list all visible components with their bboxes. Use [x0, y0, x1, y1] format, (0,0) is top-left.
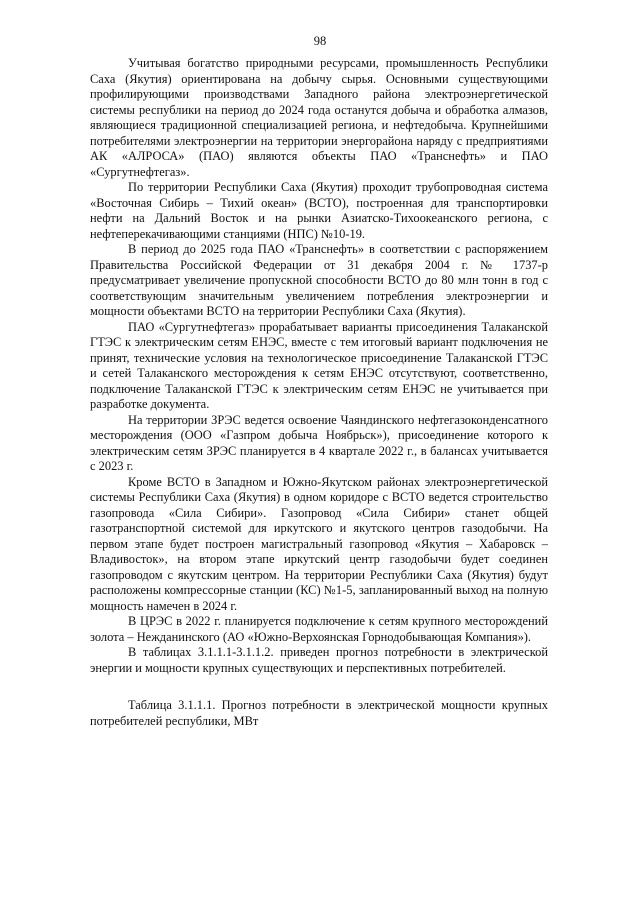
body-text: [90, 56, 548, 729]
table-caption: Таблица 3.1.1.1. Прогноз потребности в электрической мощности крупных потребителей республики, МВт: [90, 698, 548, 728]
paragraph-tables-reference: В таблицах 3.1.1.1-3.1.1.2. приведен прогноз потребности в электрической энергии и мощности крупных существующих и перспективных потребителей.: [90, 645, 548, 675]
paragraph-nezhdaninskoye: В ЦРЭС в 2022 г. планируется подключение к сетям крупного месторождений золота – Нежданинского (АО «Южно-Верхоянская Горнодобывающая Компания»).: [90, 614, 548, 644]
paragraph-chayanda-field: На территории ЗРЭС ведется освоение Чаяндинского нефтегазоконденсатного месторождения (ООО «Газпром добыча Ноябрьск»), присоединение которого к электрическим сетям ЗРЭС планируется в 4 квартале 2022 г., в балансах учитывается с 2023 г.: [90, 412, 548, 473]
paragraph-surgutneftegaz: ПАО «Сургутнефтегаз» прорабатывает варианты присоединения Талаканской ГТЭС к электрическим сетям ЕНЭС, вместе с тем итоговый вариант подключения не принят, технические условия на технологическое присоединение Талаканской ГТЭС и сетей Талаканского месторождения к сетям ЕНЭС отсутствуют, соответственно, подключение Талаканской ГТЭС к электрическим сетям ЕНЭС не учитывается при разработке документа.: [90, 319, 548, 411]
paragraph-transneft-plans: В период до 2025 года ПАО «Транснефть» в соответствии с распоряжением Правительства Российской Федерации от 31 декабря 2004 г. № 1737-р предусматривает увеличение пропускной способности ВСТО до 80 млн тонн в год с соответствующим значительным увеличением потребления электроэнергии и мощности объектами ВСТО на территории Республики Саха (Якутия).: [90, 242, 548, 318]
paragraph-vsto-pipeline: По территории Республики Саха (Якутия) проходит трубопроводная система «Восточная Сибирь – Тихий океан» (ВСТО), построенная для транспортировки нефти на Дальний Восток и на рынки Азиатско-Тихоокеанского региона, с нефтеперекачивающими станциями (НПС) №10-19.: [90, 180, 548, 241]
paragraph-industry-overview: Учитывая богатство природными ресурсами, промышленность Республики Саха (Якутия) ориентирована на добычу сырья. Основными существующими профилирующими производствами Западного района электроэнергетической системы республики на период до 2024 года останутся добыча и обработка алмазов, являющиеся традиционной специализацией региона, и нефтедобыча. Крупнейшими потребителями электроэнергии на территории энергорайона наряду с предприятиями АК «АЛРОСА» (ПАО) являются объекты ПАО «Транснефть» и ПАО «Сургутнефтегаз».: [90, 56, 548, 179]
page-number: 98: [313, 34, 327, 48]
paragraph-power-of-siberia: Кроме ВСТО в Западном и Южно-Якутском районах электроэнергетической системы Республики Саха (Якутия) в одном коридоре с ВСТО ведется строительство газопровода «Сила Сибири». Газопровод «Сила Сибири» станет общей газотранспортной системой для иркутского и якутского центров газодобычи. На первом этапе будет построен магистральный газопровод «Якутия – Хабаровск – Владивосток», на втором этапе иркутский центр газодобычи будет соединен газопроводом с якутским центром. На территории Республики Саха (Якутия) будут расположены компрессорные станции (КС) №1-5, запланированный выход на полную мощность намечен в 2024 г.: [90, 474, 548, 613]
